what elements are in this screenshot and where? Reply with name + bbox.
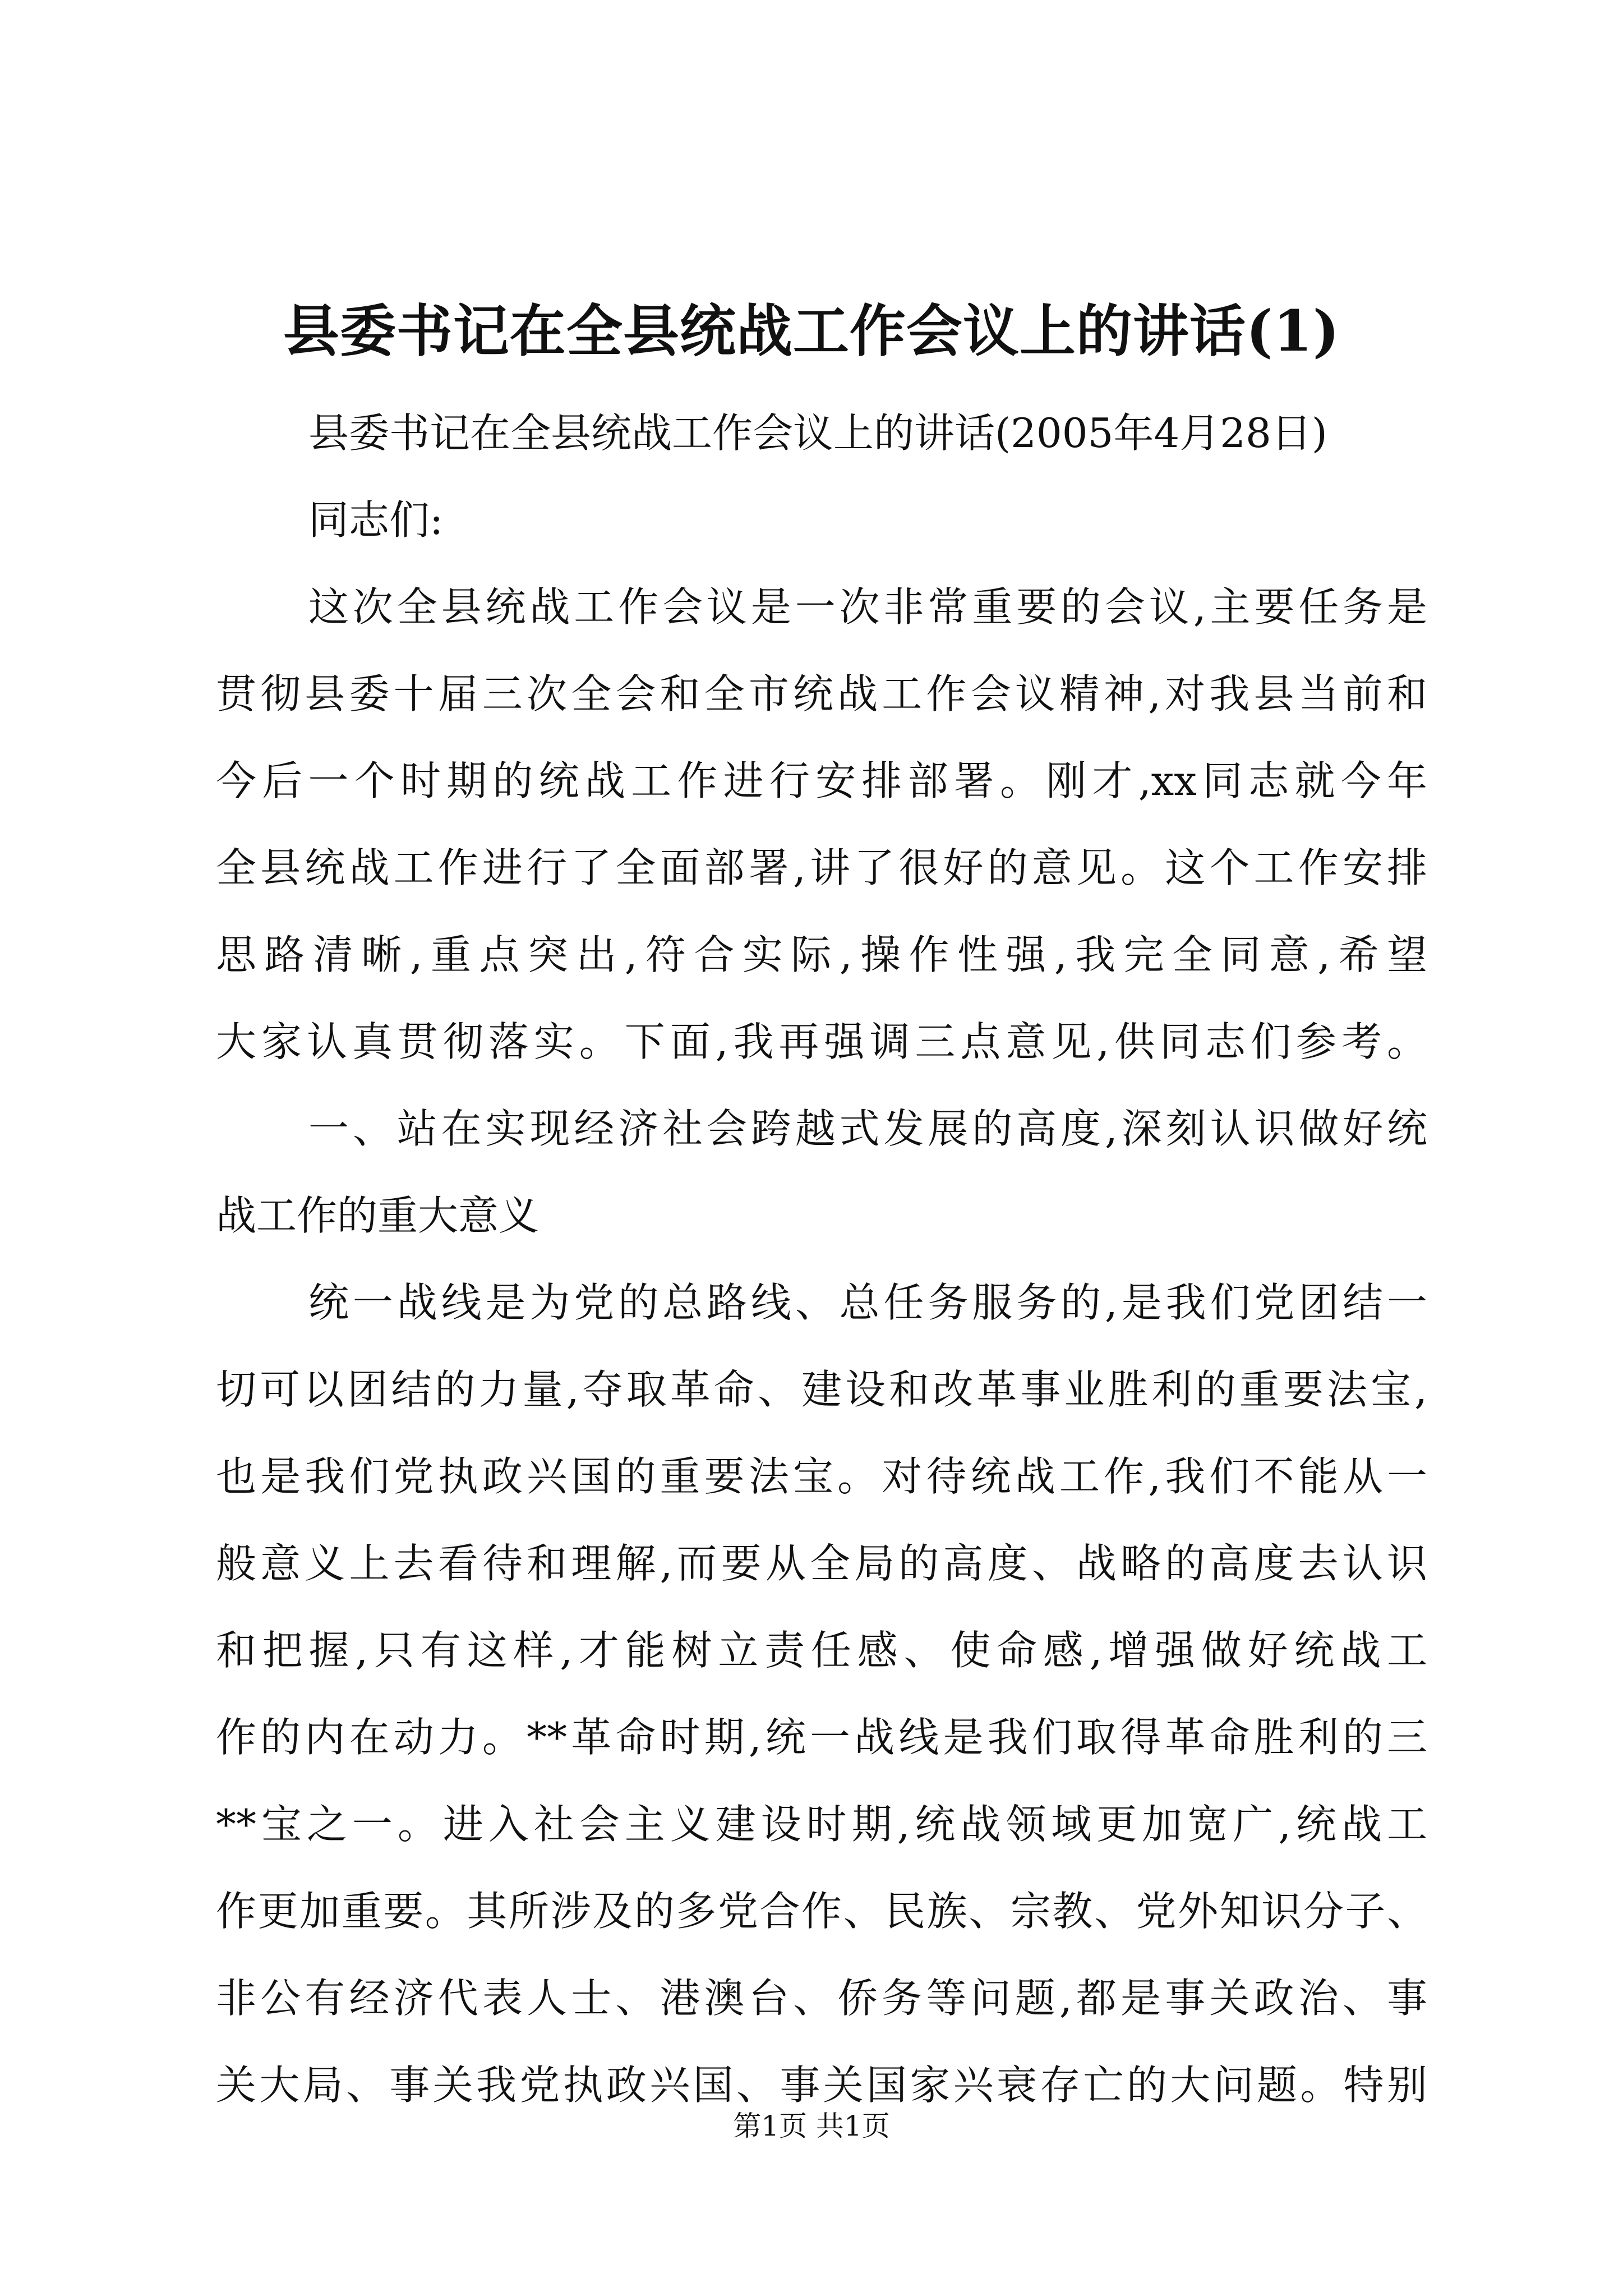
text-line: 县委书记在全县统战工作会议上的讲话(2005年4月28日) — [308, 409, 1327, 457]
text-line: 一、站在实现经济社会跨越式发展的高度,深刻认识做好统 — [308, 1105, 1427, 1152]
text-line: 同志们: — [308, 496, 444, 544]
text-line: 思路清晰,重点突出,符合实际,操作性强,我完全同意,希望 — [216, 931, 1427, 978]
text-line: 和把握,只有这样,才能树立责任感、使命感,增强做好统战工 — [216, 1627, 1427, 1674]
document-body — [216, 390, 1427, 2129]
text-line: 今后一个时期的统战工作进行安排部署。刚才,xx同志就今年 — [216, 757, 1427, 804]
text-line: 大家认真贯彻落实。下面,我再强调三点意见,供同志们参考。 — [216, 1018, 1427, 1065]
text-line: 作的内在动力。**革命时期,统一战线是我们取得革命胜利的三 — [216, 1714, 1427, 1761]
text-line: **宝之一。进入社会主义建设时期,统战领域更加宽广,统战工 — [216, 1801, 1427, 1848]
text-line: 作更加重要。其所涉及的多党合作、民族、宗教、党外知识分子、 — [216, 1888, 1427, 1935]
text-line: 战工作的重大意义 — [216, 1192, 540, 1239]
text-line: 这次全县统战工作会议是一次非常重要的会议,主要任务是 — [308, 583, 1427, 631]
text-line: 切可以团结的力量,夺取革命、建设和改革事业胜利的重要法宝, — [216, 1366, 1427, 1413]
text-line: 统一战线是为党的总路线、总任务服务的,是我们党团结一 — [308, 1279, 1427, 1326]
text-line: 全县统战工作进行了全面部署,讲了很好的意见。这个工作安排 — [216, 844, 1427, 891]
page-footer: 第1页 共1页 — [733, 2110, 890, 2142]
text-line: 贯彻县委十届三次全会和全市统战工作会议精神,对我县当前和 — [216, 670, 1427, 717]
document-title: 县委书记在全县统战工作会议上的讲话(1) — [283, 298, 1340, 364]
text-line: 非公有经济代表人士、港澳台、侨务等问题,都是事关政治、事 — [216, 1975, 1427, 2022]
text-line: 般意义上去看待和理解,而要从全局的高度、战略的高度去认识 — [216, 1540, 1427, 1587]
text-line: 也是我们党执政兴国的重要法宝。对待统战工作,我们不能从一 — [216, 1453, 1427, 1500]
text-line: 关大局、事关我党执政兴国、事关国家兴衰存亡的大问题。特别 — [216, 2062, 1427, 2109]
